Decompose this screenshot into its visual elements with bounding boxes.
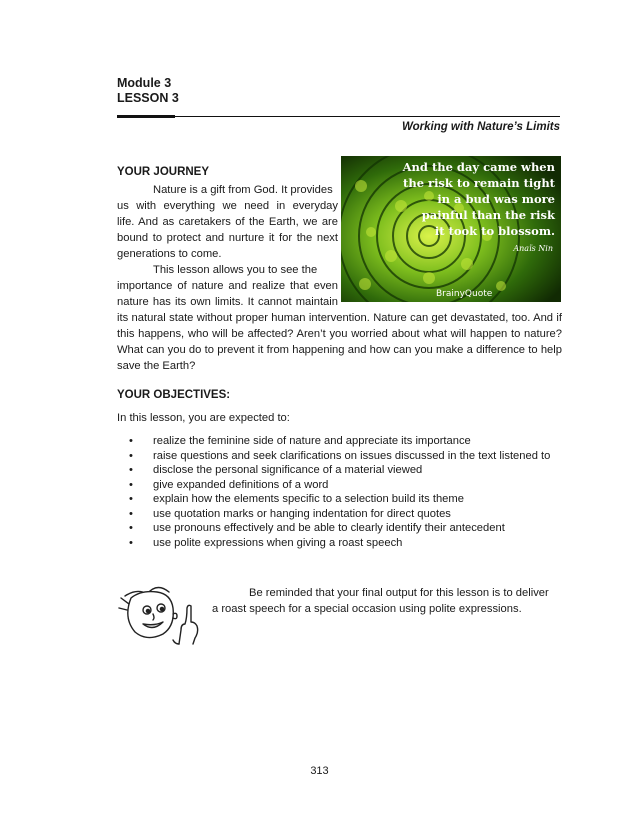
reminder-line-1: Be reminded that your final output for this lesson is to deliver xyxy=(249,587,549,599)
journey-p1-line4: bound to protect and nurture it for the next xyxy=(117,232,338,244)
quote-line-1: And the day came when xyxy=(402,160,555,174)
journey-p1-line3: life. And as caretakers of the Earth, we are xyxy=(117,216,338,228)
journey-p2-line3: nature has its own limits. It cannot maintain xyxy=(117,296,338,308)
journey-p2-line2: importance of nature and realize that even xyxy=(117,280,338,292)
lesson-title: Working with Nature’s Limits xyxy=(401,121,560,133)
lesson-label: LESSON 3 xyxy=(117,91,179,105)
page-number: 313 xyxy=(310,765,329,777)
objective-item: • realize the feminine side of nature and appreciate its importance xyxy=(129,435,471,447)
objective-item: • explain how the elements specific to a selection build its theme xyxy=(129,493,464,505)
objectives-heading: YOUR OBJECTIVES: xyxy=(117,389,231,401)
journey-paragraph-1 xyxy=(117,182,338,262)
journey-paragraph-2-top xyxy=(117,262,338,310)
objectives-intro: In this lesson, you are expected to: xyxy=(117,412,290,424)
module-label: Module 3 xyxy=(117,76,172,90)
journey-p1-line2: us with everything we need in everyday xyxy=(117,200,338,212)
objective-item: • use polite expressions when giving a roast speech xyxy=(129,536,403,549)
brainyquote-logo: BrainyQuote xyxy=(436,289,493,299)
pointing-boy-icon xyxy=(117,574,209,646)
journey-p1-line1: Nature is a gift from God. It provides xyxy=(153,184,333,196)
objective-item: • disclose the personal significance of a material viewed xyxy=(129,464,423,476)
objectives-list xyxy=(127,434,563,550)
objective-item: • use quotation marks or hanging indentation for direct quotes xyxy=(129,507,451,520)
quote-line-3: in a bud was more xyxy=(437,192,555,206)
journey-p1-line5: generations to come. xyxy=(117,248,222,260)
objective-item: • raise questions and seek clarifications on issues discussed in the text listened to xyxy=(129,449,551,462)
quote-line-5: it took to blossom. xyxy=(434,224,555,238)
final-output-reminder xyxy=(212,585,562,617)
objective-item: • give expanded definitions of a word xyxy=(129,478,329,491)
quote-line-2: the risk to remain tight xyxy=(403,176,555,190)
journey-p2-line1: This lesson allows you to see the xyxy=(153,264,318,276)
journey-heading: YOUR JOURNEY xyxy=(117,166,210,178)
journey-paragraph-2-rest: its natural state without proper human intervention. Nature can get devastated, too. And if this happens, who will be affected? Aren’t you worried about what will happen to nature? What can you do to prevent it from happening and how can you make a difference to help save the Earth? xyxy=(117,312,562,372)
quote-author: Anaïs Nin xyxy=(513,244,553,253)
quote-image xyxy=(341,156,561,302)
quote-line-4: painful than the risk xyxy=(421,208,555,222)
objective-item: • use pronouns effectively and be able to clearly identify their antecedent xyxy=(129,522,505,534)
title-rule xyxy=(117,116,560,117)
reminder-line-2: a roast speech for a special occasion using polite expressions. xyxy=(212,603,522,615)
